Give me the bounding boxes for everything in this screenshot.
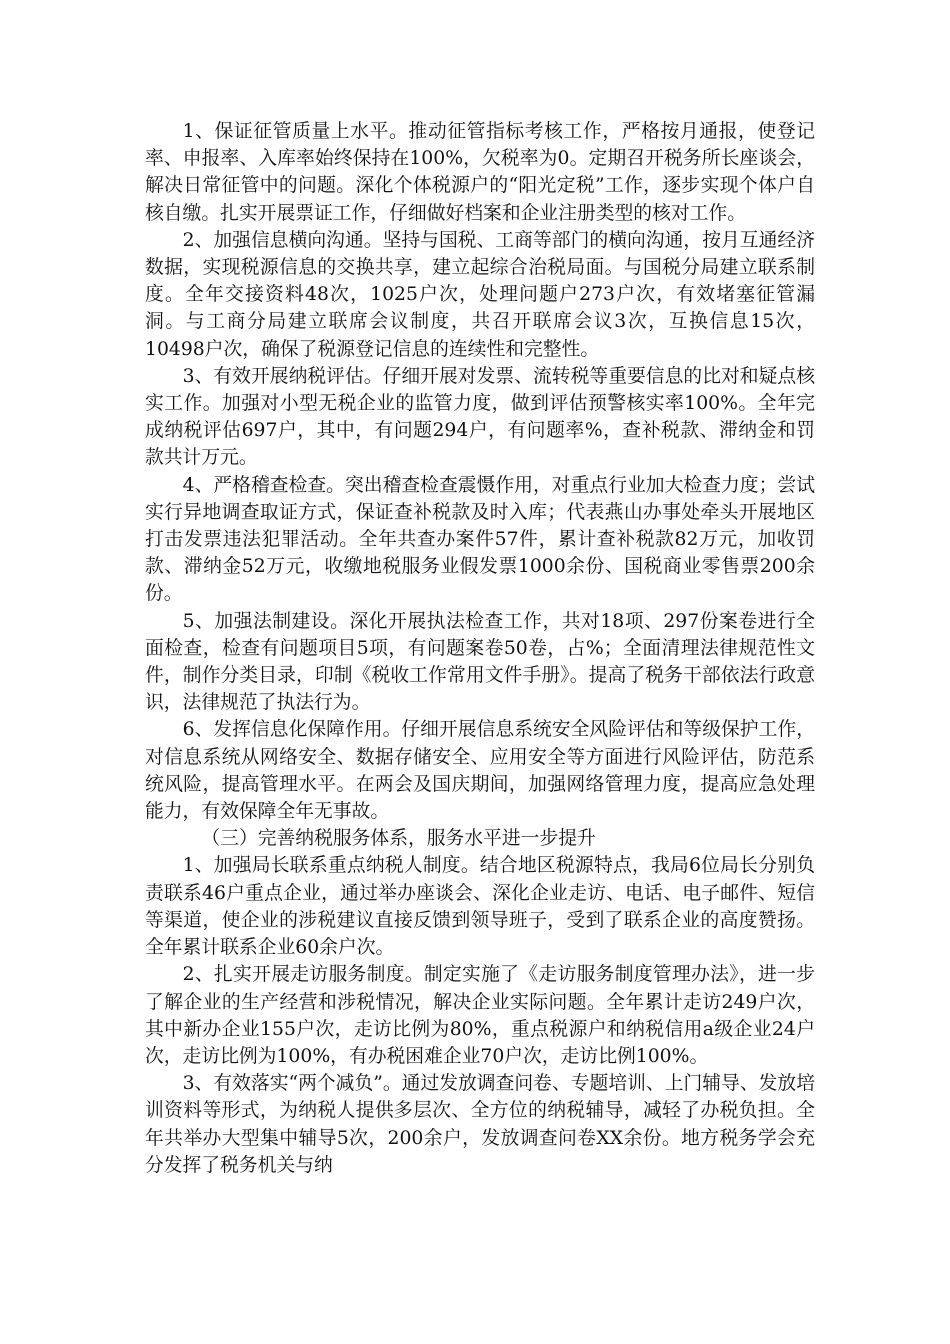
paragraph-collection-quality: 1、保证征管质量上水平。推动征管指标考核工作，严格按月通报，使登记率、申报率、入库率始终保持在100%，欠税率为0。定期召开税务所长座谈会，解决日常征管中的问题。深化个体税源户的“阳光定税”工作，逐步实现个体户自核自缴。扎实开展票证工作，仔细做好档案和企业注册类型的核对工作。 [145,121,815,224]
paragraph-info-communication: 2、加强信息横向沟通。坚持与国税、工商等部门的横向沟通，按月互通经济数据，实现税源信息的交换共享，建立起综合治税局面。与国税分局建立联系制度。全年交接资料48次，1025户次，处理问题户273户次，有效堵塞征管漏洞。与工商分局建立联席会议制度，共召开联席会议3次，互换信息15次，10498户次，确保了税源登记信息的连续性和完整性。 [145,229,815,360]
paragraph-burden-reduction: 3、有效落实“两个减负”。通过发放调查问卷、专题培训、上门辅导、发放培训资料等形式，为纳税人提供多层次、全方位的纳税辅导，减轻了办税负担。全年共举办大型集中辅导5次，200余户，发放调查问卷XX余份。地方税务学会充分发挥了税务机关与纳 [145,1073,815,1176]
paragraph-tax-assessment: 3、有效开展纳税评估。仔细开展对发票、流转税等重要信息的比对和疑点核实工作。加强对小型无税企业的监管力度，做到评估预警核实率100%。全年完成纳税评估697户，其中，有问题294户，有问题率%，查补税款、滞纳金和罚款共计万元。 [145,365,815,469]
paragraph-informatization: 6、发挥信息化保障作用。仔细开展信息系统安全风险评估和等级保护工作，对信息系统从网络安全、数据存储安全、应用安全等方面进行风险评估，防范系统风险，提高管理水平。在两会及国庆期间，加强网络管理力度，提高应急处理能力，有效保障全年无事故。 [145,719,815,823]
paragraph-visit-service: 2、扎实开展走访服务制度。制定实施了《走访服务制度管理办法》，进一步了解企业的生产经营和涉税情况，解决企业实际问题。全年累计走访249户次，其中新办企业155户次，走访比例为80%，重点税源户和纳税信用a级企业24户次，走访比例为100%，有办税困难企业70户次，走访比例100%。 [145,964,815,1067]
paragraph-director-contact: 1、加强局长联系重点纳税人制度。结合地区税源特点，我局6位局长分别负责联系46户重点企业，通过举办座谈会、深化企业走访、电话、电子邮件、短信等渠道，使企业的涉税建议直接反馈到领导班子，受到了联系企业的高度赞扬。全年累计联系企业60余户次。 [145,855,815,959]
paragraph-legal-system: 5、加强法制建设。深化开展执法检查工作，共对18项、297份案卷进行全面检查，检查有问题项目5项，有问题案卷50卷，占%；全面清理法律规范性文件，制作分类目录，印制《税收工作常用文件手册》。提高了税务干部依法行政意识，法律规范了执法行为。 [145,610,815,714]
paragraph-audit-inspection: 4、严格稽查检查。突出稽查检查震慑作用，对重点行业加大检查力度；尝试实行异地调查取证方式，保证查补税款及时入库；代表燕山办事处牵头开展地区打击发票违法犯罪活动。全年共查办案件57件，累计查补税款82万元，加收罚款、滞纳金52万元，收缴地税服务业假发票1000余份、国税商业零售票200余份。 [145,474,815,605]
document-body [145,118,815,1179]
section-heading: （三）完善纳税服务体系，服务水平进一步提升 [201,828,596,850]
